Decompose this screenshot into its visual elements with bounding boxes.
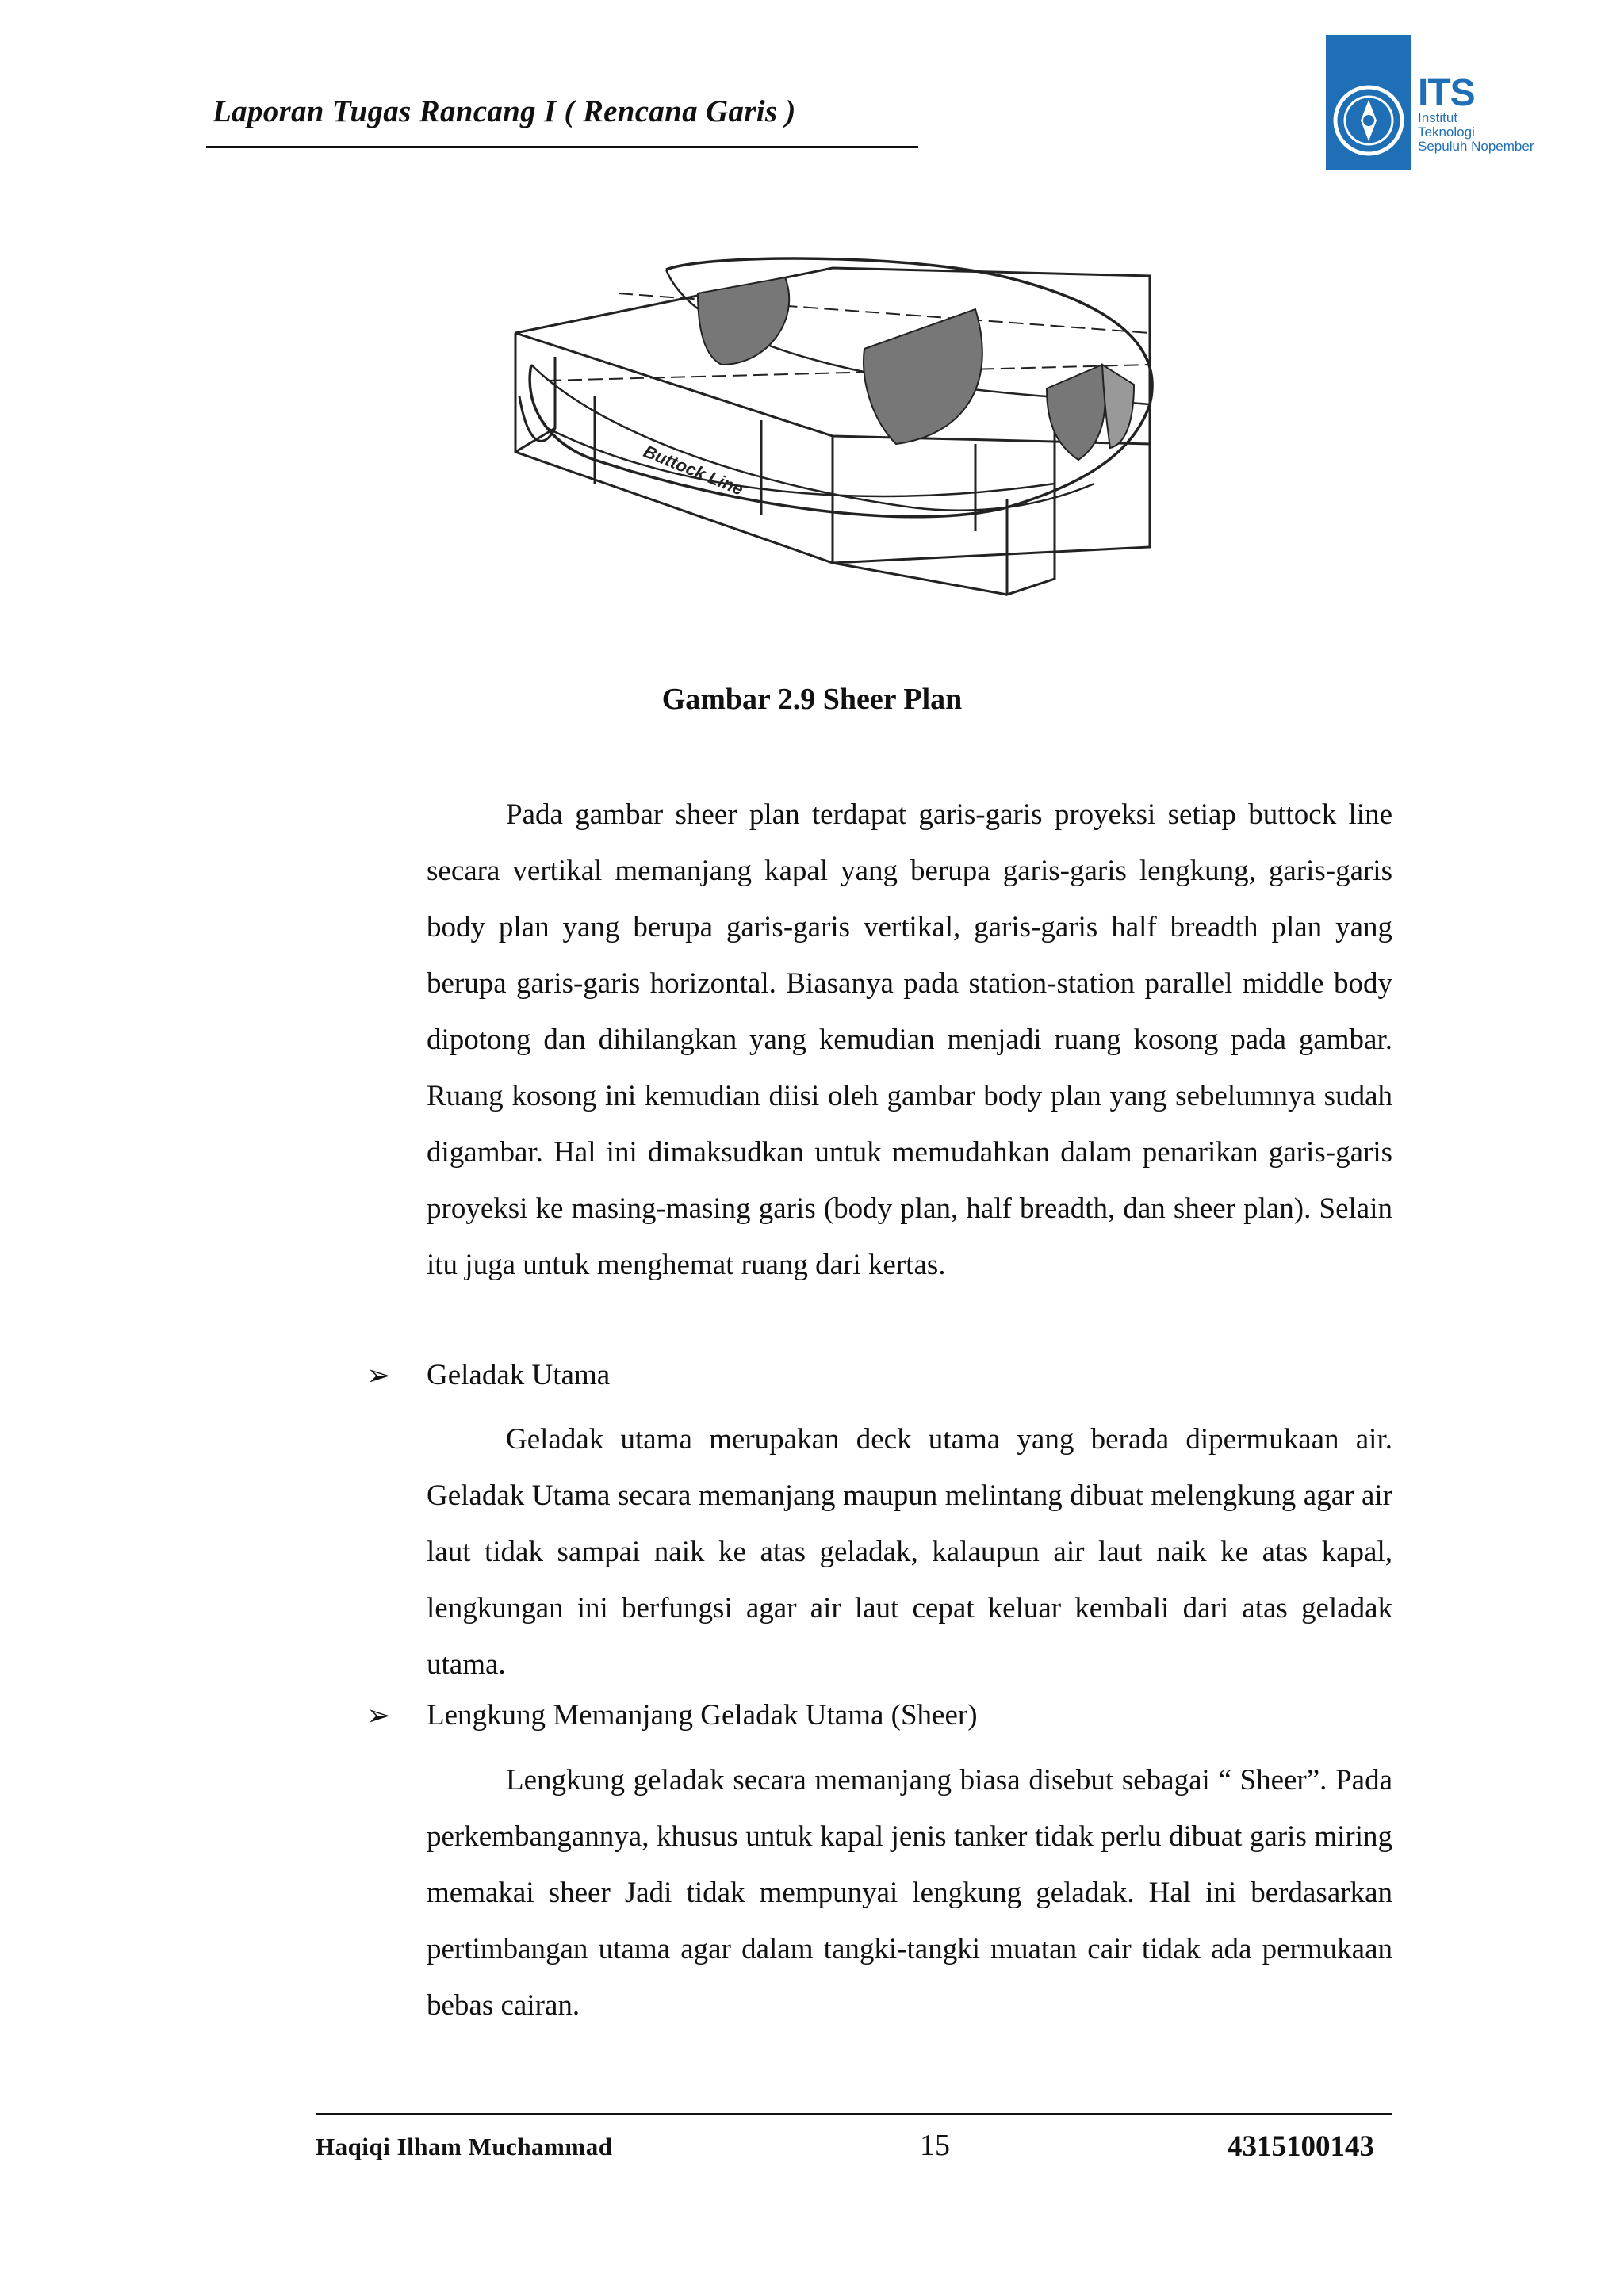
student-id: 4315100143 — [1228, 2130, 1374, 2163]
its-logo-sub-2: Teknologi — [1418, 124, 1475, 140]
its-wordmark — [1418, 72, 1561, 154]
page-number: 15 — [920, 2129, 950, 2162]
paragraph-sheer-text: Lengkung geladak secara memanjang biasa disebut sebagai “ Sheer”. Pada perkembangannya, khusus untuk kapal jenis tanker tidak perlu dibuat garis miring memakai sheer Jadi tidak mempunyai lengkung geladak. Hal ini berdasarkan pertimbangan utama agar dalam tangki-tangki muatan cair tidak ada permukaan bebas cairan. — [427, 1764, 1392, 2022]
footer-divider — [316, 2113, 1392, 2115]
its-logo-sub-1: Institut — [1418, 110, 1458, 125]
bullet-sheer-label: Lengkung Memanjang Geladak Utama (Sheer) — [427, 1699, 978, 1732]
sheer-plan-diagram — [500, 246, 1182, 658]
header-divider — [206, 146, 918, 148]
arrowhead-bullet-icon: ➢ — [366, 1360, 392, 1392]
its-emblem-icon — [1332, 84, 1405, 157]
author-name: Haqiqi Ilham Muchammad — [316, 2133, 613, 2160]
paragraph-sheer-plan — [427, 786, 1392, 1293]
figure-caption: Gambar 2.9 Sheer Plan — [661, 683, 963, 716]
paragraph-sheer — [427, 1752, 1392, 2034]
paragraph-geladak-utama — [427, 1411, 1392, 1693]
bullet-geladak-utama-label: Geladak Utama — [427, 1359, 611, 1391]
arrowhead-bullet-icon: ➢ — [366, 1700, 392, 1732]
paragraph-geladak-utama-text: Geladak utama merupakan deck utama yang berada dipermukaan air. Geladak Utama secara memanjang maupun melintang dibuat melengkung agar air laut tidak sampai naik ke atas geladak, kalaupun air laut naik ke atas kapal, lengkungan ini berfungsi agar air laut cepat keluar kembali dari atas geladak utama. — [427, 1423, 1392, 1681]
paragraph-sheer-plan-text: Pada gambar sheer plan terdapat garis-garis proyeksi setiap buttock line secara vertikal memanjang kapal yang berupa garis-garis lengkung, garis-garis body plan yang berupa garis-garis vertikal, garis-garis half breadth plan yang berupa garis-garis horizontal. Biasanya pada station-station parallel middle body dipotong dan dihilangkan yang kemudian menjadi ruang kosong pada gambar. Ruang kosong ini kemudian diisi oleh gambar body plan yang sebelumnya sudah digambar. Hal ini dimaksudkan untuk memudahkan dalam penarikan garis-garis proyeksi ke masing-masing garis (body plan, half breadth, dan sheer plan). Selain itu juga untuk menghemat ruang dari kertas. — [427, 798, 1392, 1281]
its-logo-text: ITS — [1418, 72, 1475, 114]
its-logo-sub-3: Sepuluh Nopember — [1418, 139, 1534, 154]
its-logo — [1326, 35, 1411, 170]
buttock-line-label: Buttock Line — [641, 441, 747, 499]
report-title: Laporan Tugas Rancang I ( Rencana Garis ) — [213, 94, 796, 128]
